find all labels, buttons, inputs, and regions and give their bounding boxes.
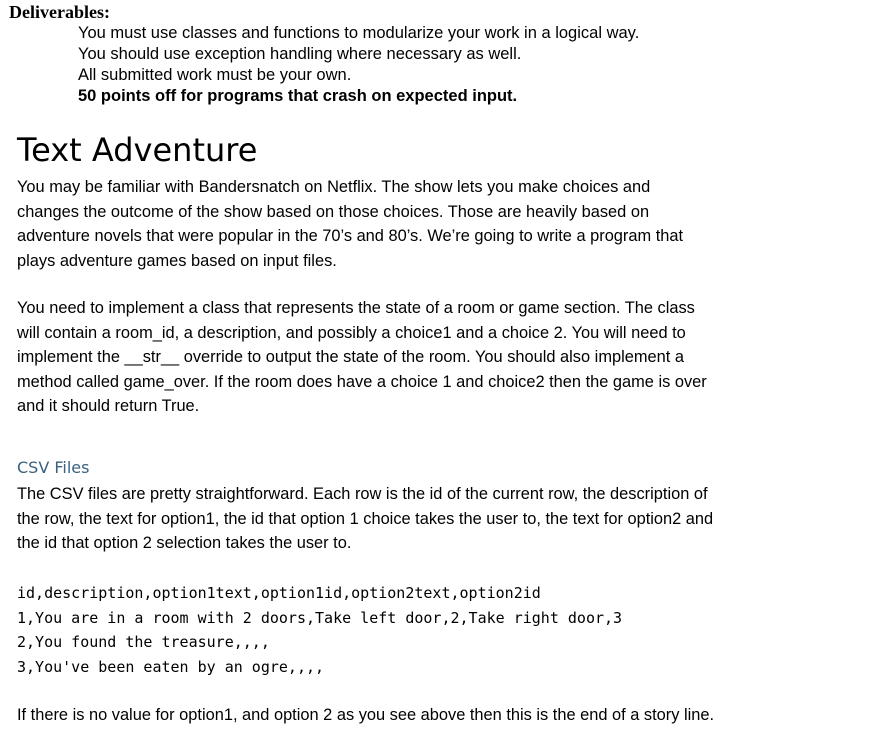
- text-line: the id that option 2 selection takes the user to.: [17, 534, 352, 553]
- csv-row: 2,You found the treasure,,,,: [17, 633, 270, 651]
- csv-description-paragraph: [17, 482, 817, 556]
- text-line: and it should return True.: [17, 397, 200, 416]
- text-line: changes the outcome of the show based on those choices. Those are heavily based on: [17, 202, 650, 221]
- csv-example-code: [17, 581, 622, 679]
- intro-paragraph: [17, 175, 817, 273]
- text-line: plays adventure games based on input files.: [17, 251, 337, 270]
- csv-files-heading: CSV Files: [17, 458, 90, 477]
- text-line: adventure novels that were popular in the 70’s and 80’s. We’re going to write a program that: [17, 227, 684, 246]
- csv-row: 3,You've been eaten by an ogre,,,,: [17, 657, 325, 676]
- text-line: The CSV files are pretty straightforward. Each row is the id of the current row, the description of: [17, 485, 708, 503]
- deliverable-item: All submitted work must be your own.: [78, 66, 352, 84]
- text-line: You need to implement a class that represents the state of a room or game section. The class: [17, 299, 695, 317]
- csv-row: 1,You are in a room with 2 doors,Take left door,2,Take right door,3: [17, 608, 623, 627]
- deliverable-item: You should use exception handling where necessary as well.: [78, 45, 522, 63]
- section-title: Text Adventure: [17, 131, 258, 169]
- text-line: method called game_over. If the room does have a choice 1 and choice2 then the game is over: [17, 372, 707, 391]
- deliverables-heading: Deliverables:: [9, 2, 110, 22]
- deliverable-item-penalty: 50 points off for programs that crash on expected input.: [78, 87, 518, 105]
- deliverables-list: [78, 23, 639, 107]
- csv-footer-note: If there is no value for option1, and option 2 as you see above then this is the end of a story line.: [17, 706, 715, 724]
- text-line: will contain a room_id, a description, and possibly a choice1 and a choice 2. You will need to: [17, 323, 686, 342]
- class-requirements-paragraph: [17, 296, 817, 419]
- text-line: You may be familiar with Bandersnatch on Netflix. The show lets you make choices and: [17, 178, 651, 196]
- csv-header-line: id,description,option1text,option1id,option2text,option2id: [17, 584, 541, 602]
- text-line: implement the __str__ override to output the state of the room. You should also implement a: [17, 348, 684, 367]
- text-line: the row, the text for option1, the id that option 1 choice takes the user to, the text for option2 and: [17, 509, 714, 528]
- deliverable-item: You must use classes and functions to modularize your work in a logical way.: [78, 24, 640, 42]
